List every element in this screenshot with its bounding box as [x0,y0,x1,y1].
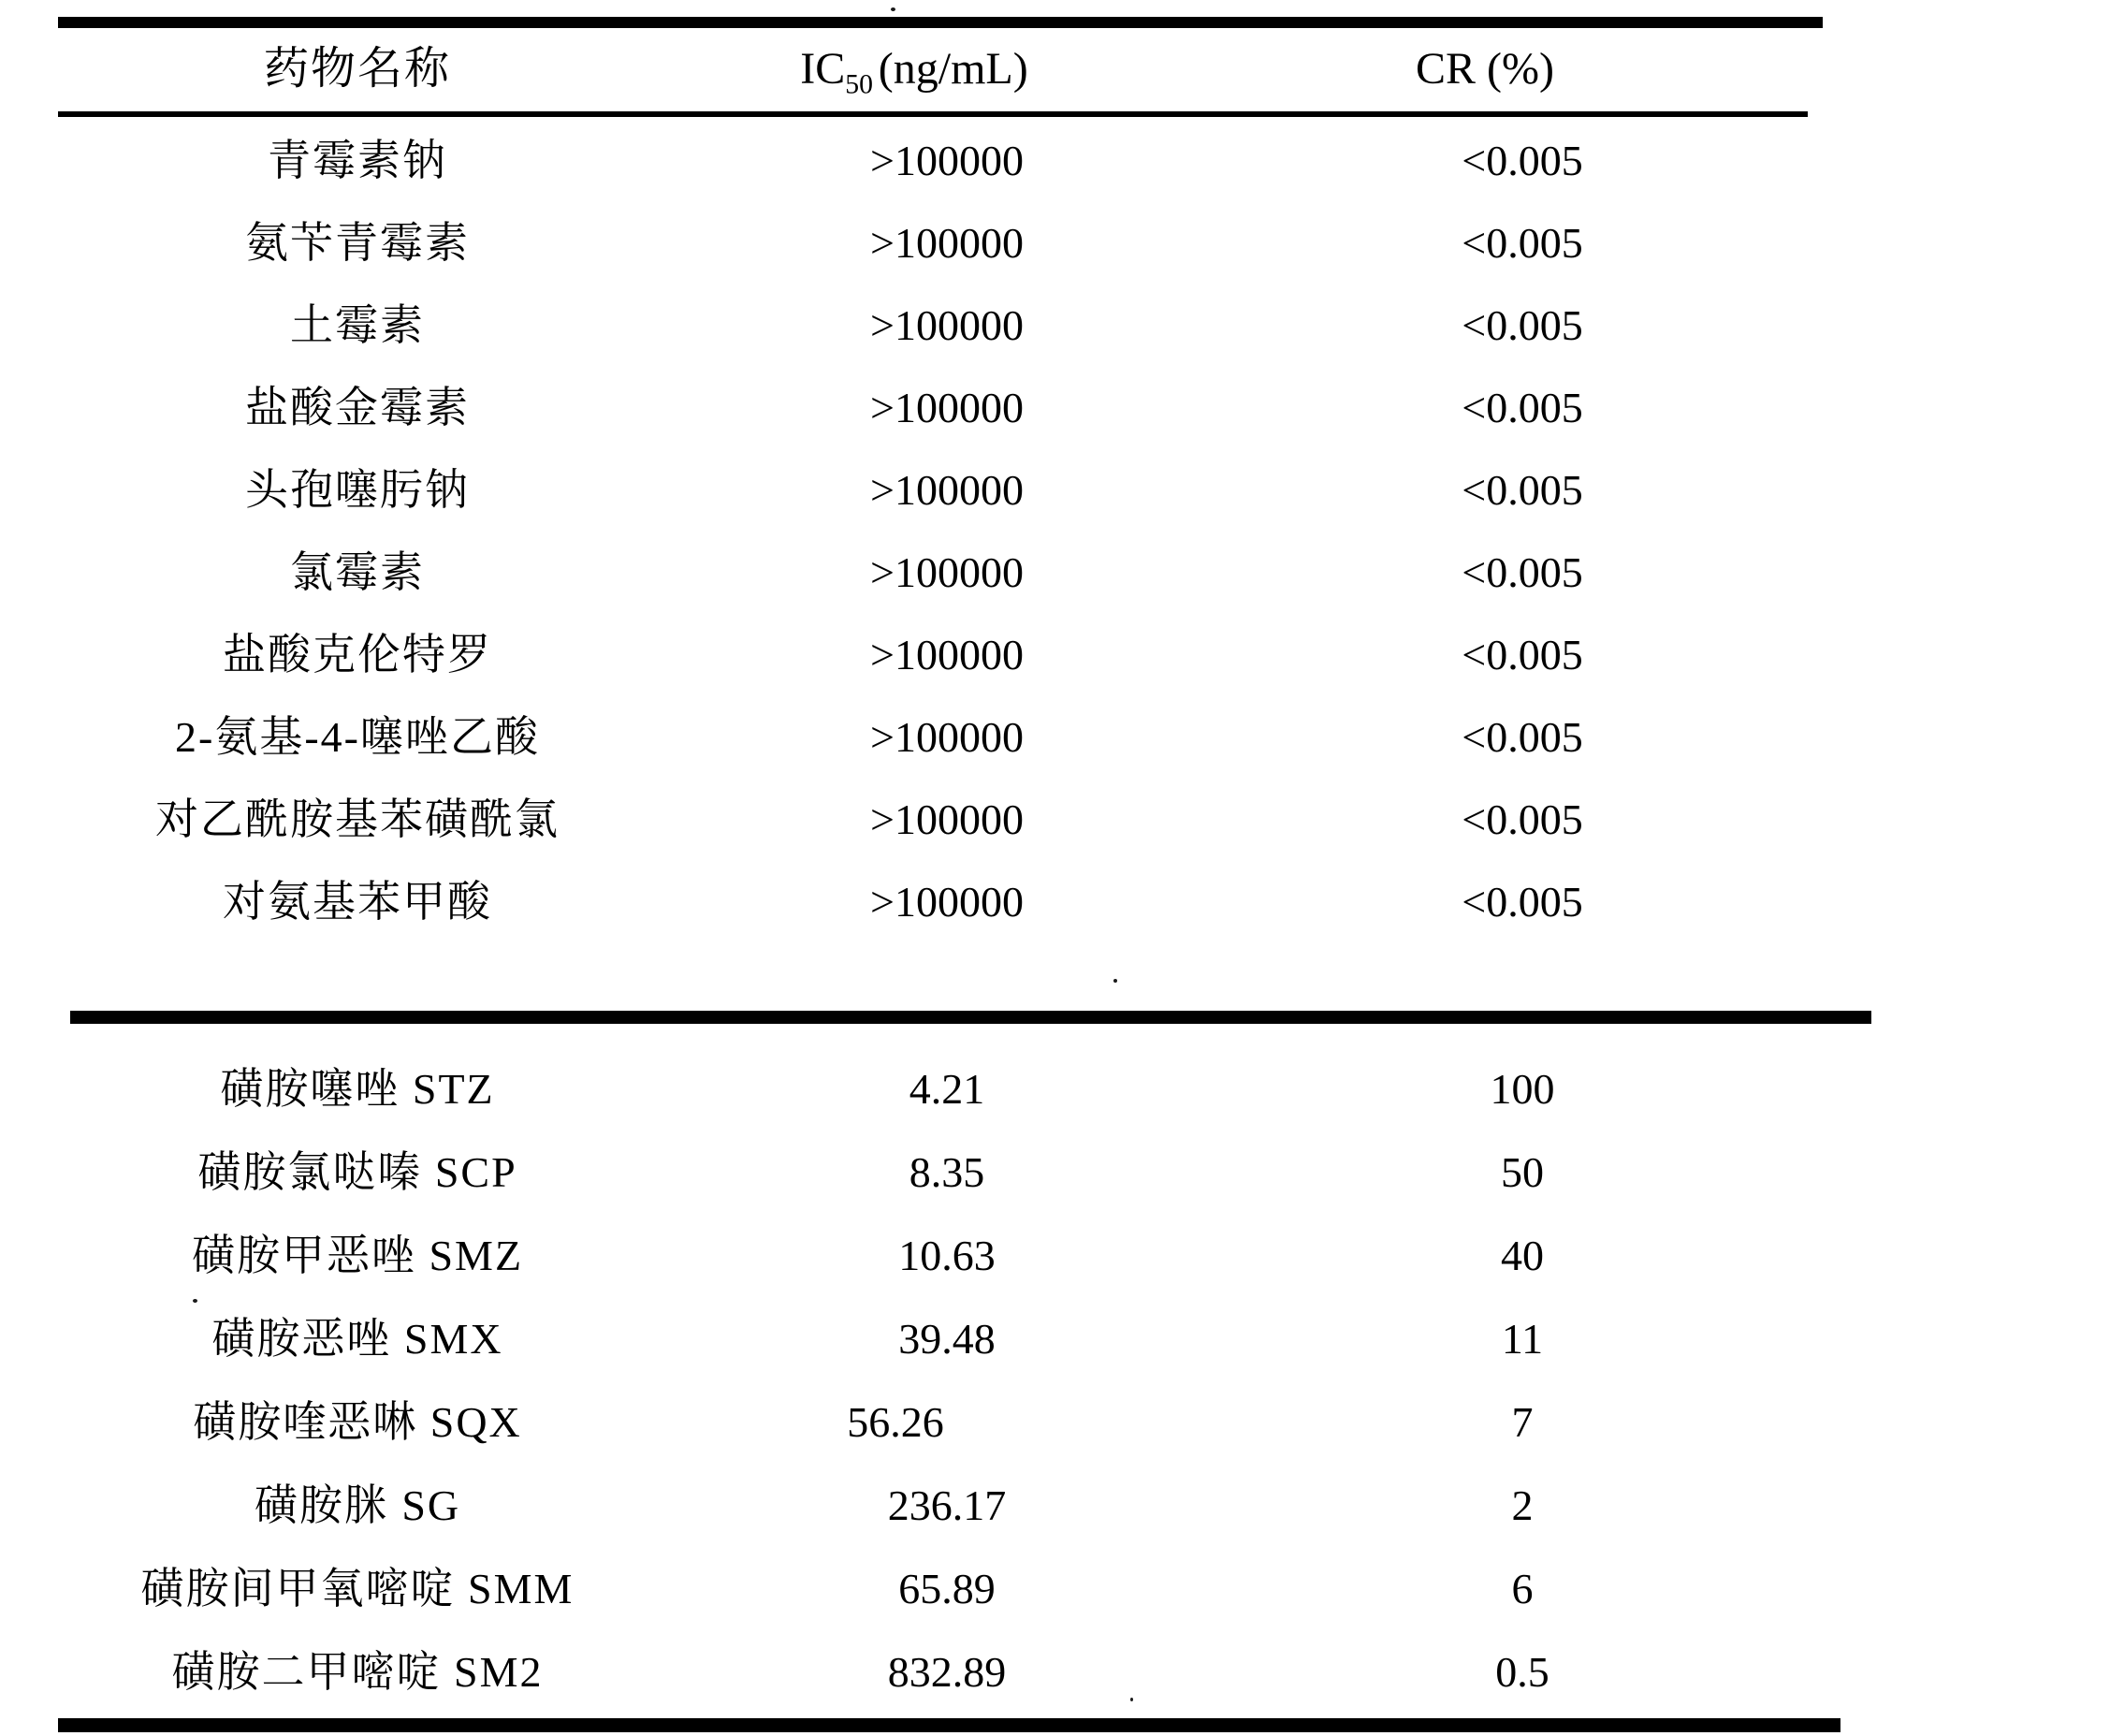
scan-artifact-dot [1130,1698,1133,1701]
drug-name-cell: 磺胺喹恶啉 SQX [193,1398,522,1447]
table-bottom-border [58,1718,1840,1732]
ic50-value-cell: >100000 [870,383,1024,431]
cr-value-cell: <0.005 [1462,877,1583,926]
scan-artifact-dot [891,7,895,11]
table-row [58,120,1808,202]
cr-value-cell: <0.005 [1462,465,1583,514]
cr-value-cell: 40 [1501,1232,1544,1280]
ic50-value-cell: >100000 [870,547,1024,596]
drug-name-cell: 对氨基苯甲酸 [223,877,492,926]
ic50-value-cell: >100000 [870,795,1024,843]
cr-value-cell: 100 [1490,1065,1555,1114]
ic50-label-unit: (ng/mL) [878,43,1028,94]
ic50-value-cell: 832.89 [887,1648,1007,1697]
drug-name-cell: 磺胺噻唑 STZ [220,1065,495,1114]
column-header-ic50 [624,43,1204,100]
ic50-value-cell: 56.26 [847,1398,944,1447]
drug-name-cell: 磺胺氯哒嗪 SCP [197,1148,517,1197]
ic50-value-cell: >100000 [870,300,1024,349]
ic50-value-cell: 39.48 [898,1315,996,1364]
drug-name-cell: 氯霉素 [290,547,425,596]
cr-value-cell: 2 [1511,1481,1534,1530]
ic50-value-cell: >100000 [870,630,1024,678]
drug-name-cell: 氨苄青霉素 [245,218,470,267]
sulfonamide-drugs-section [58,1048,1808,1714]
table-row [58,1215,1808,1298]
ic50-value-cell: >100000 [870,218,1024,267]
header-divider-line [58,111,1808,117]
scan-artifact-dot [193,1299,197,1303]
drug-name-cell: 对乙酰胺基苯磺酰氯 [155,795,560,843]
drug-name-cell: 磺胺脒 SG [254,1481,461,1530]
ic50-value-cell: 236.17 [887,1481,1007,1530]
cr-value-cell: 7 [1511,1398,1534,1447]
drug-name-cell: 盐酸金霉素 [245,383,470,431]
ic50-value-cell: 10.63 [898,1232,996,1280]
ic50-value-cell: 8.35 [909,1148,985,1197]
cr-value-cell: 11 [1501,1315,1544,1364]
cr-value-cell: <0.005 [1462,795,1583,843]
cr-value-cell: <0.005 [1462,383,1583,431]
table-row [58,861,1808,943]
table-row [58,1048,1808,1131]
drug-name-cell: 磺胺甲恶唑 SMZ [191,1232,524,1280]
cr-value-cell: <0.005 [1462,712,1583,761]
ic50-label-prefix: IC [800,43,846,94]
table-row [58,367,1808,449]
cr-value-cell: <0.005 [1462,300,1583,349]
table-row [58,1631,1808,1714]
cr-value-cell: <0.005 [1462,547,1583,596]
ic50-value-cell: >100000 [870,877,1024,926]
cr-value-cell: 0.5 [1495,1648,1549,1697]
ic50-value-cell: 4.21 [909,1065,985,1114]
cr-value-cell: <0.005 [1462,218,1583,267]
drug-name-cell: 头孢噻肟钠 [245,465,470,514]
drug-name-cell: 磺胺恶唑 SMX [211,1315,503,1364]
table-row [58,696,1808,779]
cr-value-cell: 6 [1511,1565,1534,1613]
drug-name-cell: 磺胺间甲氧嘧啶 SMM [140,1565,575,1613]
table-row [58,1298,1808,1381]
drug-name-cell: 盐酸克伦特罗 [223,630,492,678]
table-row [58,532,1808,614]
scan-artifact-dot [1113,979,1117,983]
ic50-value-cell: >100000 [870,712,1024,761]
table-top-border [58,17,1823,28]
cr-value-cell: <0.005 [1462,136,1583,184]
section-divider-line [70,1011,1871,1024]
non-sulfonamide-drugs-section [58,120,1808,943]
drug-name-cell: 磺胺二甲嘧啶 SM2 [171,1648,544,1697]
table-row [58,779,1808,861]
ic50-label-subscript: 50 [845,68,874,100]
table-row [58,284,1808,367]
cr-value-cell: <0.005 [1462,630,1583,678]
table-row [58,1381,1808,1465]
column-header-cr: CR (%) [1416,43,1554,94]
ic50-value-cell: >100000 [870,136,1024,184]
ic50-value-cell: >100000 [870,465,1024,514]
drug-name-cell: 2-氨基-4-噻唑乙酸 [175,712,540,761]
table-row [58,1131,1808,1215]
cr-value-cell: 50 [1501,1148,1544,1197]
table-row [58,1548,1808,1631]
ic50-value-cell: 65.89 [898,1565,996,1613]
column-header-drug-name: 药物名称 [263,43,451,94]
table-row [58,449,1808,532]
table-row [58,202,1808,284]
table-row [58,1465,1808,1548]
drug-name-cell: 青霉素钠 [268,136,447,184]
drug-name-cell: 土霉素 [290,300,425,349]
table-row [58,614,1808,696]
table-header-row [58,28,1808,110]
